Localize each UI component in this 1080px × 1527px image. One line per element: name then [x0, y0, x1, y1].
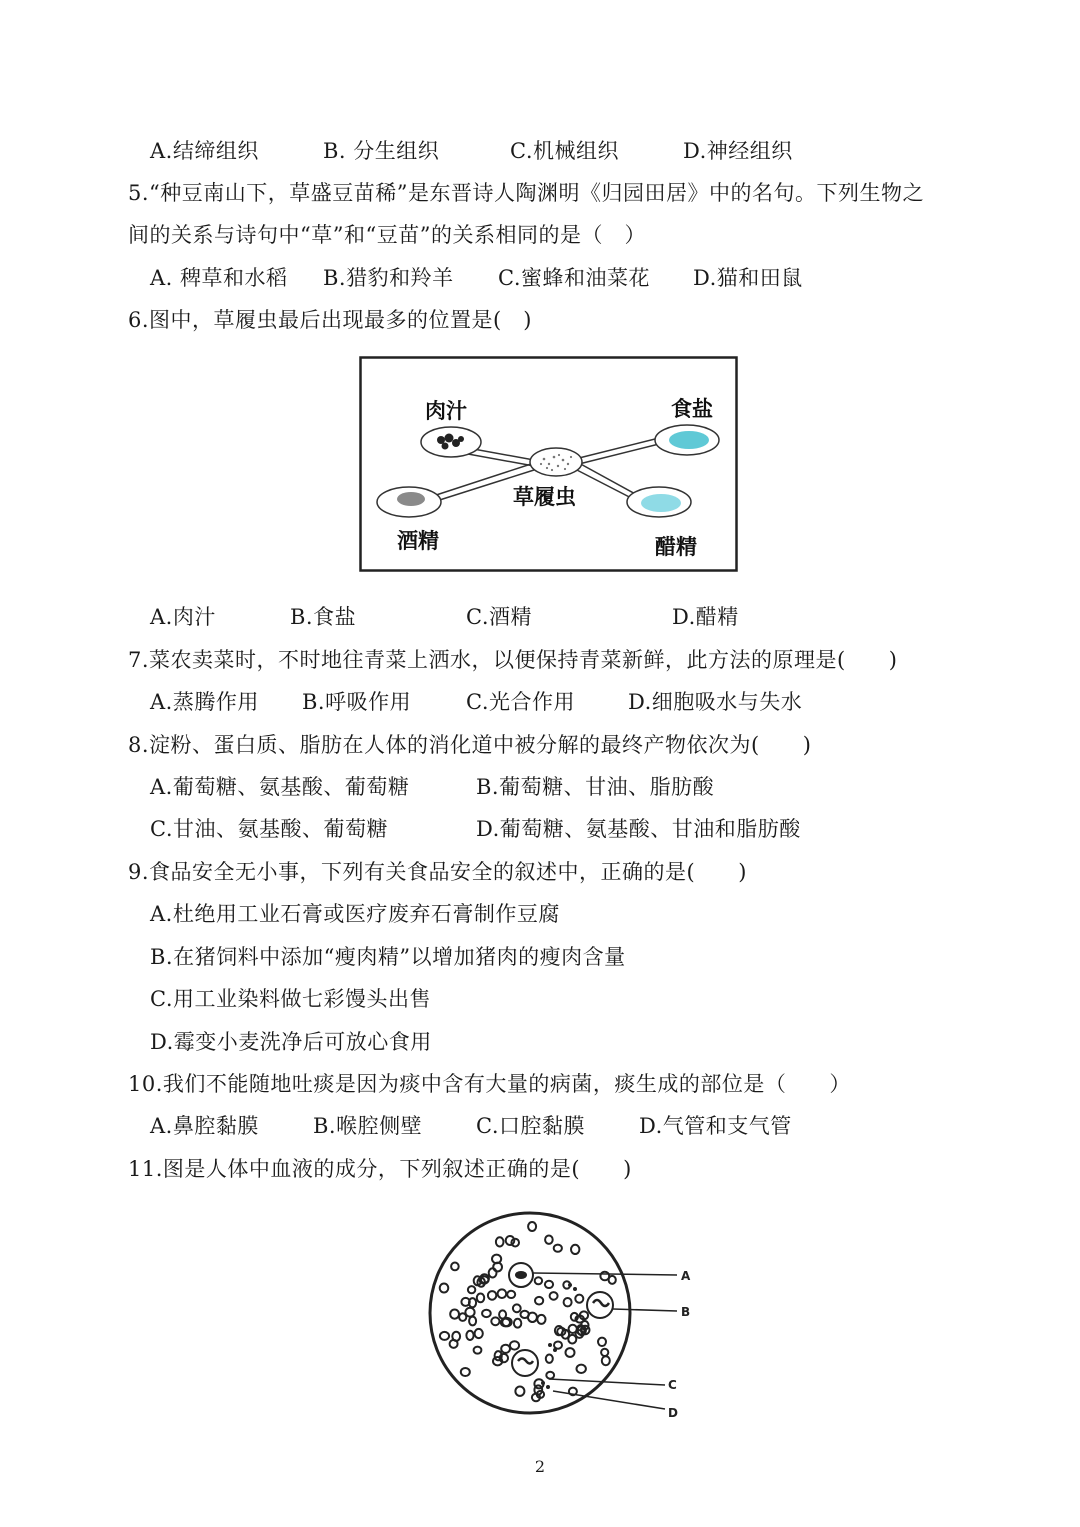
- paramecium-figure: [359, 356, 739, 572]
- q5-option-b: B.猎豹和羚羊: [323, 266, 454, 290]
- q6-stem: 6.图中，草履虫最后出现最多的位置是( ): [128, 308, 532, 332]
- q6-option-a: A.肉汁: [150, 605, 216, 629]
- label-meat-juice: 肉汁: [425, 399, 467, 423]
- blood-smear-diagram: [425, 1205, 700, 1425]
- q7-option-b: B.呼吸作用: [302, 690, 412, 714]
- q5-option-d: D.猫和田鼠: [693, 266, 803, 290]
- q7-option-a: A.蒸腾作用: [150, 690, 259, 714]
- q4-option-a: A.结缔组织: [150, 139, 259, 163]
- label-vinegar: 醋精: [655, 535, 697, 559]
- label-d: D: [668, 1406, 678, 1420]
- q9-option-c: C.用工业染料做七彩馒头出售: [150, 987, 431, 1011]
- center-drop: [530, 448, 582, 476]
- q8-option-d: D.葡萄糖、氨基酸、甘油和脂肪酸: [476, 817, 801, 841]
- q5-stem-line1: 5.“种豆南山下，草盛豆苗稀”是东晋诗人陶渊明《归园田居》中的名句。下列生物之: [128, 181, 925, 205]
- q9-stem: 9.食品安全无小事，下列有关食品安全的叙述中，正确的是( ): [128, 860, 747, 884]
- label-a: A: [681, 1269, 691, 1283]
- label-c: C: [668, 1378, 677, 1392]
- q6-option-d: D.醋精: [672, 605, 739, 629]
- q10-option-d: D.气管和支气管: [639, 1114, 792, 1138]
- page-number: 2: [534, 1457, 546, 1476]
- q8-stem: 8.淀粉、蛋白质、脂肪在人体的消化道中被分解的最终产物依次为( ): [128, 733, 812, 757]
- q4-option-b: B. 分生组织: [323, 139, 440, 163]
- q11-stem: 11.图是人体中血液的成分，下列叙述正确的是( ): [128, 1157, 632, 1181]
- q10-option-a: A.鼻腔黏膜: [150, 1114, 259, 1138]
- q4-option-c: C.机械组织: [510, 139, 619, 163]
- label-paramecium: 草履虫: [513, 485, 576, 509]
- q8-option-b: B.葡萄糖、甘油、脂肪酸: [476, 775, 715, 799]
- q6-option-b: B.食盐: [290, 605, 357, 629]
- label-alcohol: 酒精: [397, 529, 439, 553]
- q10-option-b: B.喉腔侧壁: [313, 1114, 423, 1138]
- paramecium-diagram: [359, 356, 739, 572]
- q7-option-c: C.光合作用: [466, 690, 575, 714]
- q5-stem-line2: 间的关系与诗句中“草”和“豆苗”的关系相同的是（ ）: [128, 223, 646, 247]
- alcohol-fill: [397, 492, 425, 506]
- label-b: B: [681, 1305, 691, 1319]
- q7-option-d: D.细胞吸水与失水: [628, 690, 803, 714]
- q7-stem: 7.菜农卖菜时，不时地往青菜上洒水，以便保持青菜新鲜，此方法的原理是( ): [128, 648, 898, 672]
- q8-option-a: A.葡萄糖、氨基酸、葡萄糖: [150, 775, 410, 799]
- q9-option-d: D.霉变小麦洗净后可放心食用: [150, 1030, 432, 1054]
- q9-option-b: B.在猪饲料中添加“瘦肉精”以增加猪肉的瘦肉含量: [150, 945, 626, 969]
- q5-option-a: A. 稗草和水稻: [150, 266, 288, 290]
- q10-stem: 10.我们不能随地吐痰是因为痰中含有大量的病菌，痰生成的部位是（ ）: [128, 1072, 851, 1096]
- q9-option-a: A.杜绝用工业石膏或医疗废弃石膏制作豆腐: [150, 902, 560, 926]
- q5-option-c: C.蜜蜂和油菜花: [498, 266, 650, 290]
- q10-option-c: C.口腔黏膜: [476, 1114, 585, 1138]
- q6-option-c: C.酒精: [466, 605, 532, 629]
- vinegar-fill: [641, 494, 681, 512]
- q4-option-d: D.神经组织: [683, 139, 793, 163]
- blood-smear-figure: [425, 1205, 700, 1425]
- q8-option-c: C.甘油、氨基酸、葡萄糖: [150, 817, 388, 841]
- salt-fill: [669, 431, 709, 449]
- label-salt: 食盐: [671, 397, 713, 421]
